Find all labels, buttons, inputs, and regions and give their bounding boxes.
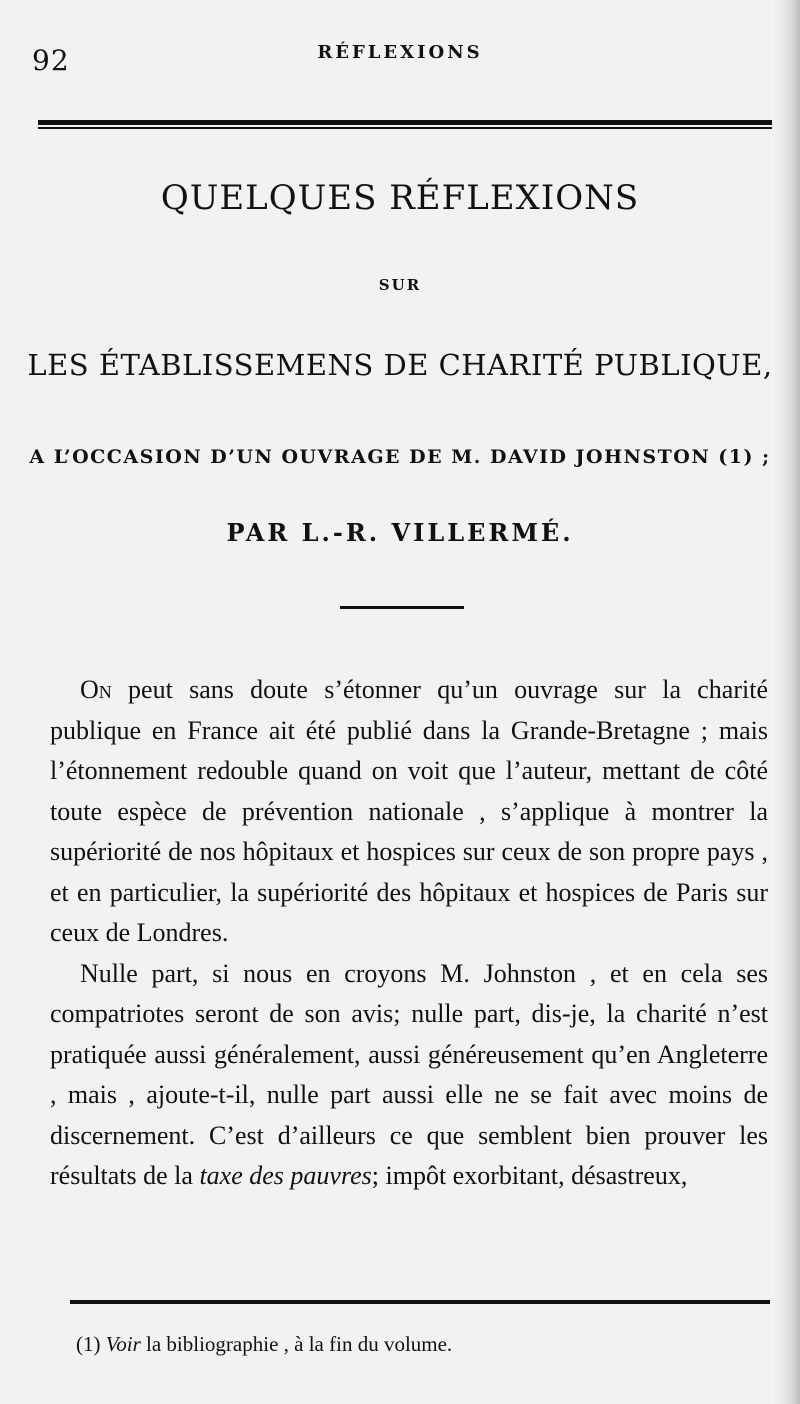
header-rule-thin [38,127,772,129]
footnote-italic: Voir [105,1332,141,1356]
article-author: PAR L.-R. VILLERMÉ. [226,518,574,547]
article-occasion-line: A L’OCCASION D’UN OUVRAGE DE M. DAVID JOHNSTON (1) ; [29,446,771,468]
title-separator-rule [340,606,464,609]
footnote-text: la bibliographie , à la fin du volume. [140,1332,453,1356]
dropcap-word: On [80,675,112,704]
paragraph-2-tail: ; impôt exorbitant, désastreux, [371,1161,688,1190]
footnote [76,1332,776,1357]
body-text [50,670,768,1197]
page-number: 92 [32,44,70,77]
footnote-rule [70,1300,770,1304]
paragraph-2-text: Nulle part, si nous en croyons M. Johnston , et en cela ses compatriotes seront de son avis; nulle part, dis-je, la charité n’est pratiquée aussi généralement, aussi généreusement qu’en Angleterre , mais , ajoute-t-il, nulle part aussi elle ne se fait avec moins de discernement. C’est d’ailleurs ce que semblent bien prouver les résultats de la [50,958,768,1190]
article-subtitle: LES ÉTABLISSEMENS DE CHARITÉ PUBLIQUE, [27,348,773,382]
paragraph-2 [50,954,768,1197]
paragraph-1-text: peut sans doute s’étonner qu’un ouvrage sur la charité publique en France ait été publié dans la Grande-Bretagne ; mais l’étonnement redouble quand on voit que l’auteur, mettant de côté toute espèce de prévention nationale , s’applique à montrer la supériorité de nos hôpitaux et hospices sur ceux de son propre pays , et en particulier, la supériorité des hôpitaux et hospices de Paris sur ceux de Londres. [50,675,768,947]
article-title: QUELQUES RÉFLEXIONS [160,178,640,218]
paragraph-1 [50,670,768,954]
footnote-marker: (1) [76,1332,106,1356]
title-connector: SUR [378,276,422,294]
header-rule [38,120,772,125]
italic-phrase: taxe des pauvres [199,1161,372,1190]
running-head: RÉFLEXIONS [317,42,483,63]
